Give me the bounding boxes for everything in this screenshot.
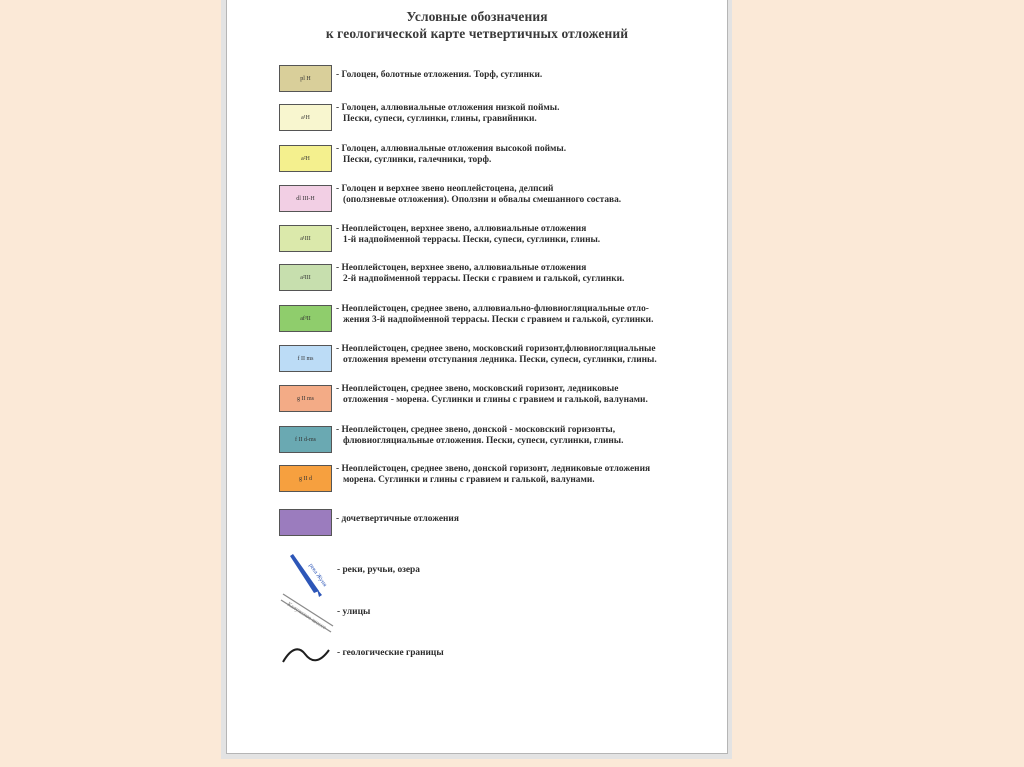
legend-item bbox=[279, 145, 719, 175]
legend-swatch bbox=[279, 509, 332, 536]
legend-swatch: g II d bbox=[279, 465, 332, 492]
legend-description bbox=[336, 384, 726, 406]
legend-description-line: - Голоцен и верхнее звено неоплейстоцена, делпсий bbox=[336, 184, 554, 194]
river-name-label: река Жуня bbox=[307, 562, 328, 589]
boundary-line bbox=[283, 649, 329, 662]
legend-item bbox=[279, 509, 719, 539]
rivers-label: - реки, ручьи, озера bbox=[337, 565, 420, 575]
legend-description-line: морена. Суглинки и глины с гравием и галькой, валунами. bbox=[343, 475, 595, 486]
legend-description bbox=[336, 103, 726, 125]
legend-item bbox=[279, 264, 719, 294]
street-line-a bbox=[283, 594, 333, 626]
boundary-icon bbox=[279, 644, 337, 668]
legend-description-line: отложения времени отступания ледника. Пески, супеси, суглинки, глины. bbox=[343, 355, 657, 366]
legend-description-line: - Голоцен, болотные отложения. Торф, суглинки. bbox=[336, 70, 543, 80]
page-subtitle: к геологической карте четвертичных отложений bbox=[325, 26, 629, 41]
legend-description bbox=[336, 144, 726, 166]
legend-description bbox=[336, 70, 726, 81]
legend-description-line: жения 3-й надпойменной террасы. Пески с гравием и галькой, суглинки. bbox=[343, 315, 654, 326]
legend-description-line: (оползневые отложения). Оползни и обвалы смешанного состава. bbox=[343, 195, 622, 206]
legend-description bbox=[336, 263, 726, 285]
legend-swatch: f II ms bbox=[279, 345, 332, 372]
legend-item bbox=[279, 385, 719, 415]
legend-description-line: 1-й надпойменной террасы. Пески, супеси, суглинки, глины. bbox=[343, 235, 601, 246]
legend-swatch: a¹III bbox=[279, 225, 332, 252]
boundaries-label: - геологические границы bbox=[337, 648, 444, 658]
legend-description-line: 2-й надпойменной террасы. Пески с гравием и галькой, суглинки. bbox=[343, 274, 625, 285]
legend-description-line: - Неоплейстоцен, среднее звено, донской - московский горизонты, bbox=[336, 425, 616, 435]
street-symbol bbox=[279, 588, 337, 634]
legend-description-line: - дочетвертичные отложения bbox=[336, 514, 459, 524]
legend-swatch: af³II bbox=[279, 305, 332, 332]
legend-description-line: - Неоплейстоцен, среднее звено, донской горизонт, ледниковые отложения bbox=[336, 464, 651, 474]
legend-description-line: - Неоплейстоцен, среднее звено, московский горизонт,флювиогляциальные bbox=[336, 344, 656, 354]
legend-swatch: a²H bbox=[279, 145, 332, 172]
legend-page bbox=[226, 0, 728, 754]
street-name-label: Калужское шоссе bbox=[285, 601, 327, 632]
legend-description-line: флювиогляциальные отложения. Пески, супеси, суглинки, глины. bbox=[343, 436, 624, 447]
legend-description bbox=[336, 304, 726, 326]
legend-item bbox=[279, 65, 719, 95]
legend-description bbox=[336, 344, 726, 366]
legend-description-line: - Голоцен, аллювиальные отложения низкой поймы. bbox=[336, 103, 560, 113]
legend-description bbox=[336, 224, 726, 246]
legend-description bbox=[336, 514, 726, 525]
legend-description-line: - Неоплейстоцен, верхнее звено, аллювиальные отложения bbox=[336, 263, 587, 273]
legend-item bbox=[279, 345, 719, 375]
legend-description-line: - Неоплейстоцен, верхнее звено, аллювиальные отложения bbox=[336, 224, 587, 234]
legend-swatch: f II d-ms bbox=[279, 426, 332, 453]
legend-description-line: - Неоплейстоцен, среднее звено, московский горизонт, ледниковые bbox=[336, 384, 619, 394]
legend-swatch: g II ms bbox=[279, 385, 332, 412]
legend-description bbox=[336, 425, 726, 447]
legend-swatch: dl III-H bbox=[279, 185, 332, 212]
legend-swatch: a¹H bbox=[279, 104, 332, 131]
boundary-symbol bbox=[279, 644, 337, 668]
street-icon bbox=[279, 588, 337, 634]
legend-description-line: - Голоцен, аллювиальные отложения высокой поймы. bbox=[336, 144, 567, 154]
legend-description-line: Пески, супеси, суглинки, глины, гравийники. bbox=[343, 114, 537, 125]
legend-description-line: отложения - морена. Суглинки и глины с гравием и галькой, валунами. bbox=[343, 395, 648, 406]
legend-item bbox=[279, 305, 719, 335]
legend-item bbox=[279, 104, 719, 134]
legend-swatch: pl H bbox=[279, 65, 332, 92]
legend-item bbox=[279, 185, 719, 215]
page-title: Условные обозначения bbox=[406, 9, 548, 24]
legend-item bbox=[279, 225, 719, 255]
legend-description-line: - Неоплейстоцен, среднее звено, аллювиально-флювиогляциальные отло- bbox=[336, 304, 649, 314]
streets-label: - улицы bbox=[337, 607, 371, 617]
legend-description bbox=[336, 184, 726, 206]
legend-swatch: a²III bbox=[279, 264, 332, 291]
legend-description-line: Пески, суглинки, галечники, торф. bbox=[343, 155, 492, 166]
legend-description bbox=[336, 464, 726, 486]
legend-item bbox=[279, 426, 719, 456]
legend-item bbox=[279, 465, 719, 495]
